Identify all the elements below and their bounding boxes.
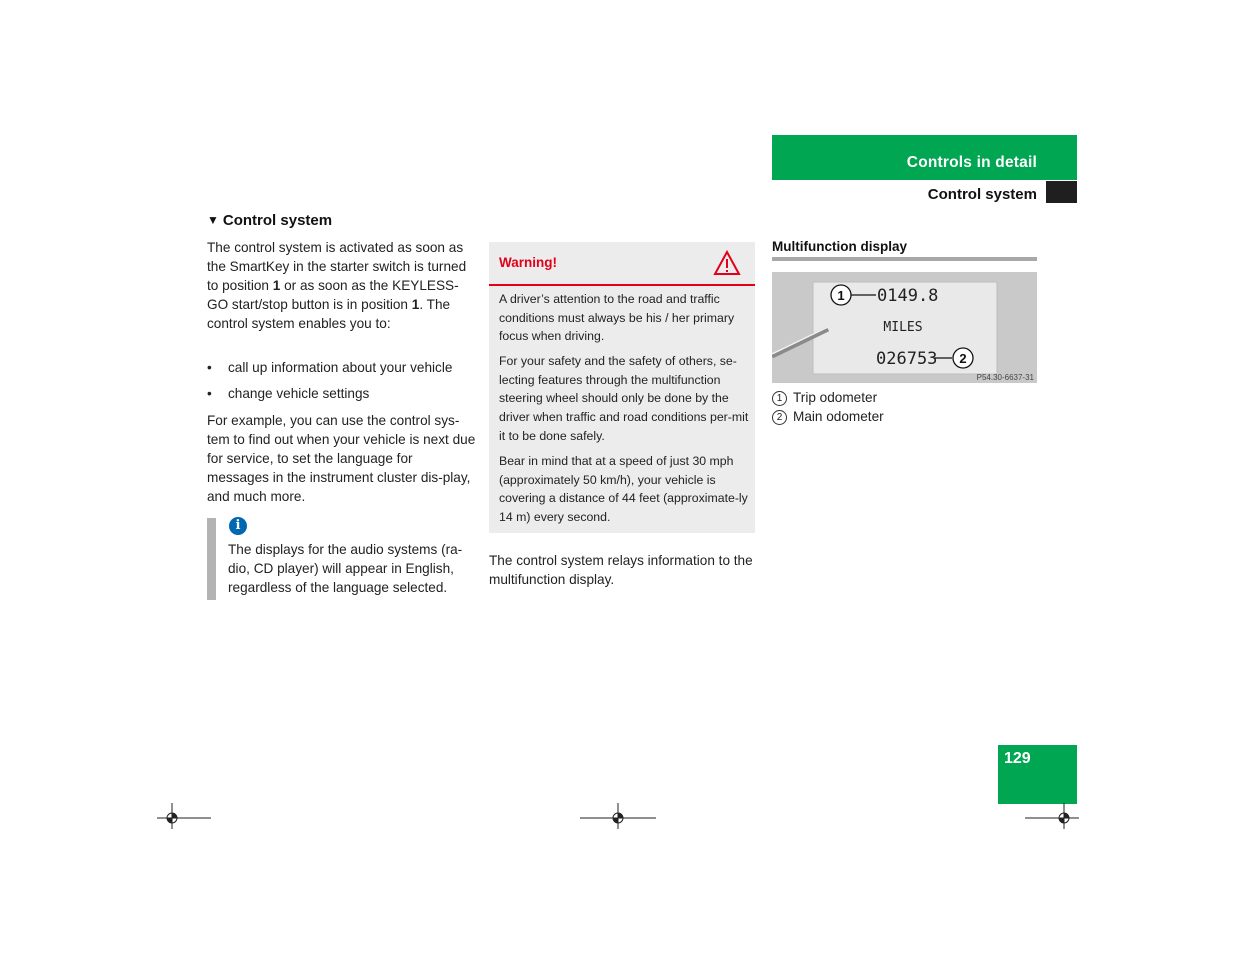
info-icon: i — [229, 517, 247, 535]
intro-text-a: The control system is activated as soon as the SmartKey in the starter switch is turned to position — [207, 240, 467, 293]
warning-paragraph: Bear in mind that at a speed of just 30 mph (approximately 50 km/h), your vehicle is covering a distance of 44 feet (approximate-ly 14 m) every second. — [499, 454, 748, 525]
legend-number: 2 — [772, 410, 787, 425]
list-item-text: call up information about your vehicle — [228, 360, 453, 375]
section-marker-block — [1046, 181, 1077, 203]
section-title: Control system — [927, 186, 1037, 203]
example-paragraph: For example, you can use the control sys-tem to find out when your vehicle is next due for service, to set the language for messages in the instrument cluster dis-play, and much more. — [207, 413, 476, 504]
crop-mark-icon — [157, 803, 211, 829]
relay-paragraph: The control system relays information to the multifunction display. — [489, 553, 753, 587]
legend-item — [772, 388, 877, 407]
crop-mark-icon — [1025, 803, 1079, 829]
list-item — [207, 358, 477, 377]
info-note-bar — [207, 518, 216, 600]
legend-label: Trip odometer — [793, 390, 878, 405]
multifunction-display-figure — [772, 272, 1037, 383]
bullet-icon: • — [207, 386, 212, 401]
position-value-a: 1 — [272, 278, 281, 293]
callout-1-number: 1 — [837, 288, 845, 303]
trip-odometer-value: 0149.8 — [877, 286, 939, 306]
legend-label: Main odometer — [793, 409, 884, 424]
multifunction-display-title: Multifunction display — [772, 239, 907, 254]
intro-text-b: or as soon as the KEYLESS-GO start/stop button is in position — [207, 278, 459, 312]
chapter-title: Controls in detail — [906, 154, 1037, 171]
list-item-text: change vehicle settings — [228, 386, 370, 401]
main-odometer-value: 026753 — [876, 349, 938, 369]
figure-code: P54.30-6637-31 — [976, 373, 1034, 382]
warning-divider — [489, 284, 755, 286]
callout-2-number: 2 — [959, 351, 967, 366]
bullet-icon: • — [207, 360, 212, 375]
title-underline — [772, 257, 1037, 261]
legend-number: 1 — [772, 391, 787, 406]
intro-text-c: . The control system enables you to: — [207, 297, 451, 331]
position-value-b: 1 — [411, 297, 420, 312]
warning-paragraph: A driver’s attention to the road and traffic conditions must always be his / her primary focus when driving. — [499, 292, 735, 344]
page-number: 129 — [1004, 750, 1031, 767]
section-heading — [207, 212, 332, 229]
info-note-text: The displays for the audio systems (ra-dio, CD player) will appear in English, regardless of the language selected. — [228, 542, 463, 595]
triangle-marker-icon: ▼ — [207, 213, 219, 227]
intro-paragraph — [207, 238, 477, 333]
warning-paragraph: For your safety and the safety of others, se-lecting features through the multifunction steering wheel should only be done by the driver when traffic and road conditions per-mit it to be done safely. — [499, 354, 749, 443]
distance-unit: MILES — [883, 320, 923, 335]
section-heading-text: Control system — [222, 212, 333, 229]
warning-label: Warning! — [499, 255, 557, 270]
warning-triangle-icon — [713, 250, 741, 276]
crop-mark-icon — [580, 803, 656, 829]
legend-item — [772, 407, 884, 426]
list-item — [207, 384, 477, 403]
